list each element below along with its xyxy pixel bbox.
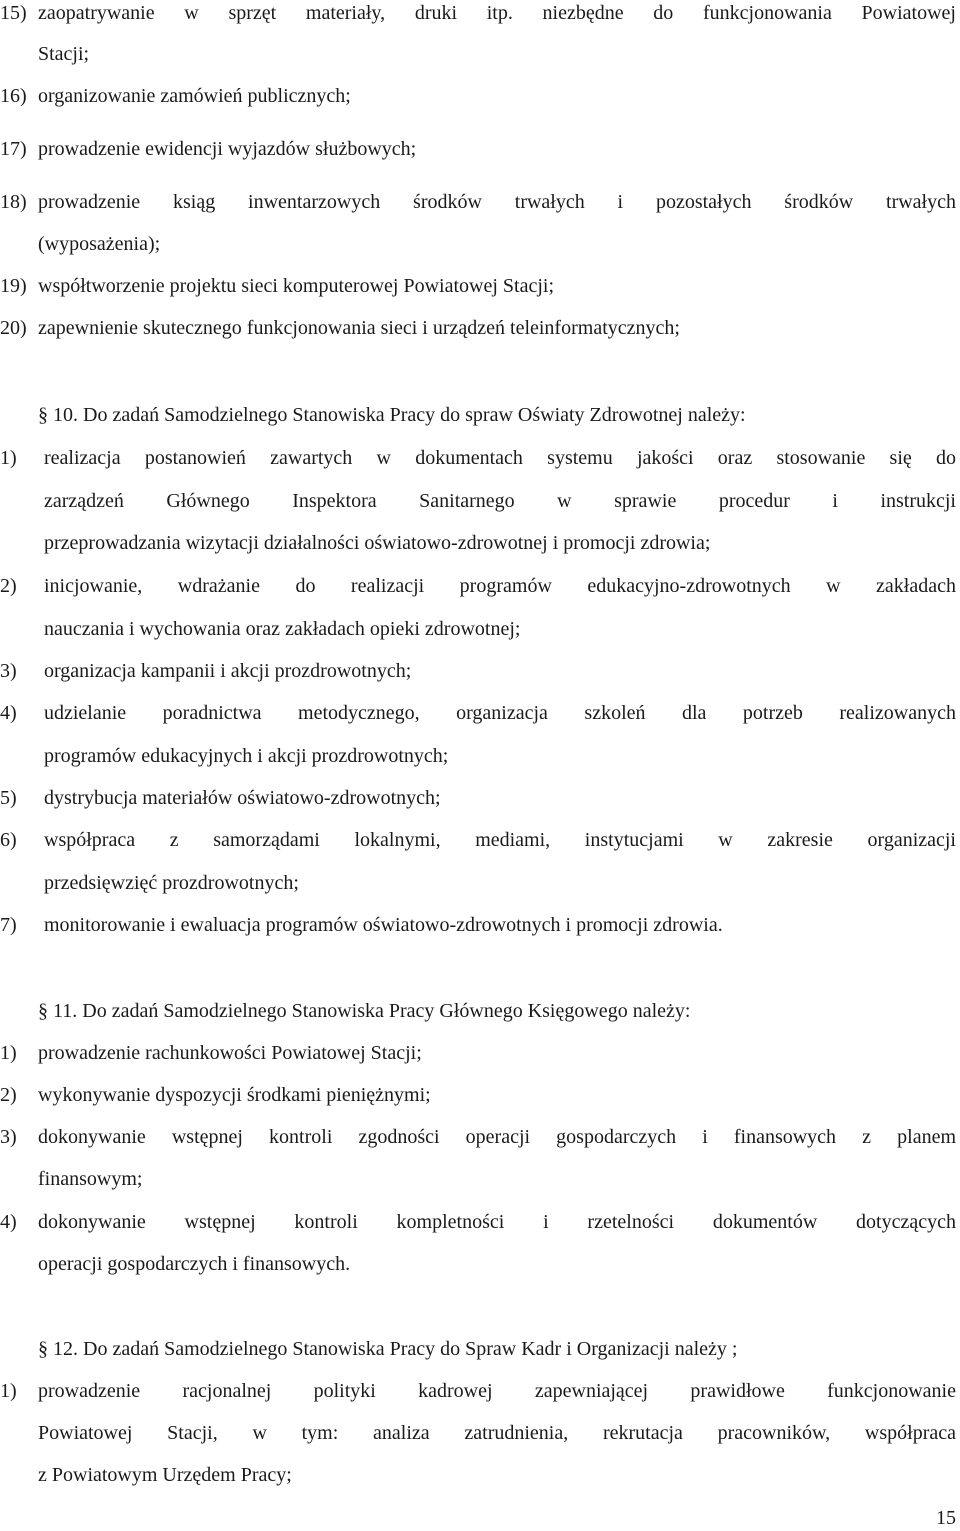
list-item-text: dystrybucja materiałów oświatowo-zdrowotnych; [44,787,441,809]
list-item-text: współtworzenie projektu sieci komputerowej Powiatowej Stacji; [38,275,554,297]
list-item-number: 6) [0,829,17,851]
list-item-number: 18) [0,191,27,213]
list-item-text: zapewnienie skutecznego funkcjonowania sieci i urządzeń teleinformatycznych; [38,317,680,339]
list-item-text: dokonywanie wstępnej kontroli kompletności i rzetelności dokumentów dotyczących [38,1211,956,1233]
list-item-number: 5) [0,787,17,809]
list-item-text: udzielanie poradnictwa metodycznego, organizacja szkoleń dla potrzeb realizowanych [44,702,956,724]
list-item-text: organizacja kampanii i akcji prozdrowotnych; [44,660,412,682]
list-item-text-continued: zarządzeń Głównego Inspektora Sanitarnego w sprawie procedur i instrukcji [44,490,956,512]
list-item-text-continued: przedsięwzięć prozdrowotnych; [44,872,299,894]
list-item-text: prowadzenie rachunkowości Powiatowej Stacji; [38,1042,422,1064]
list-item-text-continued: Powiatowej Stacji, w tym: analiza zatrudnienia, rekrutacja pracowników, współpraca [38,1422,956,1444]
list-item-number: 3) [0,660,17,682]
list-item-text: inicjowanie, wdrażanie do realizacji programów edukacyjno-zdrowotnych w zakładach [44,575,956,597]
list-item-text: organizowanie zamówień publicznych; [38,85,351,107]
list-item-number: 1) [0,1042,17,1064]
list-item-text-continued: (wyposażenia); [38,233,161,255]
list-item-text: dokonywanie wstępnej kontroli zgodności operacji gospodarczych i finansowych z planem [38,1126,956,1148]
list-item-number: 4) [0,1211,17,1233]
list-item-number: 4) [0,702,17,724]
list-item-text: prowadzenie ksiąg inwentarzowych środków trwałych i pozostałych środków trwałych [38,191,956,213]
list-item-text: monitorowanie i ewaluacja programów oświatowo-zdrowotnych i promocji zdrowia. [44,914,723,936]
list-item-text-continued: przeprowadzania wizytacji działalności oświatowo-zdrowotnej i promocji zdrowia; [44,532,711,554]
list-item-text: prowadzenie racjonalnej polityki kadrowej zapewniającej prawidłowe funkcjonowanie [38,1380,956,1402]
list-item-number: 15) [0,2,27,24]
list-item-text: wykonywanie dyspozycji środkami pieniężnymi; [38,1084,431,1106]
list-item-text-continued: Stacji; [38,43,90,65]
list-item-text-continued: operacji gospodarczych i finansowych. [38,1253,351,1275]
section-heading: § 10. Do zadań Samodzielnego Stanowiska Pracy do spraw Oświaty Zdrowotnej należy: [38,404,746,426]
list-item-text-continued: z Powiatowym Urzędem Pracy; [38,1464,292,1486]
list-item-number: 3) [0,1126,17,1148]
list-item-text: współpraca z samorządami lokalnymi, mediami, instytucjami w zakresie organizacji [44,829,956,851]
list-item-text-continued: nauczania i wychowania oraz zakładach opieki zdrowotnej; [44,618,521,640]
list-item-text-continued: finansowym; [38,1168,143,1190]
section-heading: § 12. Do zadań Samodzielnego Stanowiska Pracy do Spraw Kadr i Organizacji należy ; [38,1338,738,1360]
list-item-text: prowadzenie ewidencji wyjazdów służbowych; [38,138,417,160]
list-item-text: realizacja postanowień zawartych w dokumentach systemu jakości oraz stosowanie się do [44,447,956,469]
list-item-number: 20) [0,317,27,339]
page-number: 15 [936,1507,956,1529]
list-item-number: 17) [0,138,27,160]
list-item-number: 7) [0,914,17,936]
list-item-number: 2) [0,1084,17,1106]
list-item-number: 1) [0,1380,17,1402]
list-item-text: zaopatrywanie w sprzęt materiały, druki itp. niezbędne do funkcjonowania Powiatowej [38,2,956,24]
list-item-number: 16) [0,85,27,107]
section-heading: § 11. Do zadań Samodzielnego Stanowiska Pracy Głównego Księgowego należy: [38,1000,691,1022]
list-item-number: 2) [0,575,17,597]
list-item-number: 19) [0,275,27,297]
list-item-number: 1) [0,447,17,469]
list-item-text-continued: programów edukacyjnych i akcji prozdrowotnych; [44,745,449,767]
